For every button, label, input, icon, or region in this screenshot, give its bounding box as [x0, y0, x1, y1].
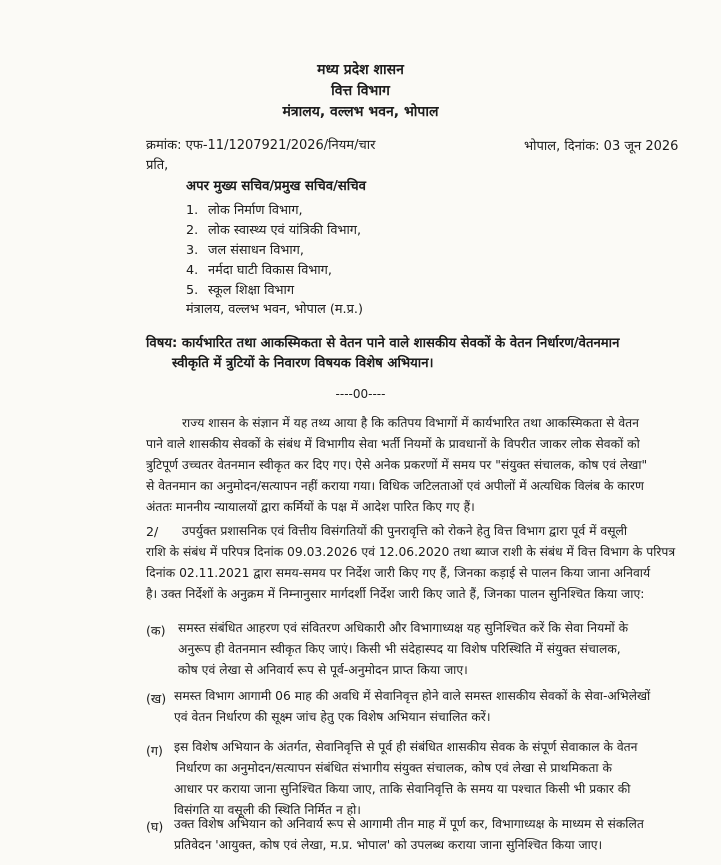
subject-line: स्वीकृति में त्रुटियों के निवारण विषयक विशेष अभियान।	[172, 356, 434, 371]
subject-line: विषय: कार्यभारित तथा आकस्मिकता से वेतन पाने वाले शासकीय सेवकों के वेतन निर्धारण/वेतनमान	[146, 336, 620, 351]
paragraph-line: राशि के संबंध में परिपत्र दिनांक 09.03.2026 एवं 12.06.2020 तथा ब्याज राशी के संबंध में वित्त विभाग के परिपत्र	[146, 545, 676, 559]
point-label: (ग)	[146, 743, 163, 758]
recipient-item	[186, 280, 294, 298]
paragraph-line: दिनांक 02.11.2021 द्वारा समय-समय पर निर्देश जारी किए गए हैं, जिनका कड़ाई से पालन किया जाना अनिवार्य	[146, 566, 651, 580]
recipient-item-num: 3.	[186, 243, 199, 258]
paragraph-line: त्रुटिपूर्ण उच्चतर वेतनमान स्वीकृत कर दिए गए। ऐसे अनेक प्रकरणों में समय पर "संयुक्त संचालक, कोष एवं लेखा"	[146, 458, 648, 472]
header-government: मध्य प्रदेश शासन	[317, 62, 404, 78]
recipient-item	[186, 200, 303, 218]
paragraph-line: कोष एवं लेखा से अनिवार्य रूप से पूर्व-अनुमोदन प्राप्त किया जाए।	[178, 663, 468, 677]
paragraph-2-label: 2/	[146, 524, 159, 539]
paragraph-2	[146, 521, 675, 605]
recipient-item-text: स्कूल शिक्षा विभाग	[208, 283, 295, 298]
header-department: वित्त विभाग	[331, 83, 390, 99]
recipient-item-num: 5.	[186, 283, 199, 298]
point-gha	[174, 814, 644, 856]
recipient-item-text: नर्मदा घाटी विकास विभाग,	[208, 263, 332, 278]
separator: ----00----	[335, 387, 386, 401]
paragraph-line: विसंगति या वसूली की स्थिति निर्मित न हो।	[174, 803, 361, 817]
recipient-item-text: जल संसाधन विभाग,	[208, 243, 304, 258]
recipient-item-text: लोक स्वास्थ्य एवं यांत्रिकी विभाग,	[208, 223, 362, 238]
recipient-title: अपर मुख्य सचिव/प्रमुख सचिव/सचिव	[186, 179, 366, 194]
paragraph-line: समस्त विभाग आगामी 06 माह की अवधि में सेवानिवृत्त होने वाले समस्त शासकीय सेवकों के सेवा-अभिलेखों	[174, 689, 651, 703]
point-label: (घ)	[146, 819, 164, 834]
reference-number: क्रमांक: एफ-11/1207921/2026/नियम/चार	[146, 138, 376, 153]
salutation-to: प्रति,	[146, 158, 169, 173]
point-ga	[174, 737, 638, 821]
paragraph-line: अंततः माननीय न्यायालयों द्वारा कर्मियों के पक्ष में आदेश पारित किए गए हैं।	[146, 500, 475, 514]
recipient-item-num: 1.	[186, 203, 199, 218]
recipient-item	[186, 240, 304, 258]
paragraph-line: उक्त विशेष अभियान को अनिवार्य रूप से आगामी तीन माह में पूर्ण कर, विभागाध्यक्ष के माध्यम से संकलित	[174, 817, 644, 831]
place-date: भोपाल, दिनांक: 03 जून 2026	[524, 139, 679, 154]
paragraph-line: उपर्युक्त प्रशासनिक एवं वित्तीय विसंगतियों की पुनरावृत्ति को रोकने हेतु वित्त विभाग द्वारा पूर्व में वसूली	[182, 524, 628, 538]
point-label: (ख)	[146, 691, 167, 706]
point-kha	[174, 686, 650, 728]
point-ka	[178, 618, 628, 681]
paragraph-line: निर्धारण का अनुमोदन/सत्यापन संबंधित संभागीय संयुक्त संचालक, कोष एवं लेखा से प्राथमिकता के	[176, 761, 612, 775]
paragraph-line: एवं वेतन निर्धारण की सूक्ष्म जांच हेतु एक विशेष अभियान संचालित करें।	[174, 710, 491, 724]
subject	[146, 334, 619, 374]
paragraph-line: इस विशेष अभियान के अंतर्गत, सेवानिवृत्ति से पूर्व ही संबंधित शासकीय सेवक के संपूर्ण सेवाकाल के वेतन	[174, 740, 638, 754]
paragraph-line: समस्त संबंधित आहरण एवं संवितरण अधिकारी और विभागाध्यक्ष यह सुनिश्चित करें कि सेवा नियमों के	[178, 621, 629, 635]
paragraph-1	[146, 413, 647, 518]
paragraph-line: राज्य शासन के संज्ञान में यह तथ्य आया है कि कतिपय विभागों में कार्यभारित तथा आकस्मिकता से वेतन	[182, 416, 640, 430]
paragraph-line: आधार पर कराया जाना सुनिश्चित किया जाए, ताकि सेवानिवृत्ति के समय या पश्चात किसी भी प्रकार की	[174, 782, 631, 796]
recipient-item-num: 2.	[186, 223, 199, 238]
paragraph-line: पाने वाले शासकीय सेवकों के संबंध में विभागीय सेवा भर्ती नियमों के प्रावधानों के विपरीत जाकर लोक सेवकों को	[146, 437, 640, 451]
recipient-address: मंत्रालय, वल्लभ भवन, भोपाल (म.प्र.)	[186, 302, 363, 317]
paragraph-line: से वेतनमान का अनुमोदन/सत्यापन नहीं कराया गया। विधिक जटिलताओं एवं अपीलों में अत्यधिक विलंब के कारण	[146, 479, 644, 493]
recipient-item-text: लोक निर्माण विभाग,	[208, 203, 303, 218]
paragraph-line: है। उक्त निर्देशों के अनुक्रम में निम्नानुसार मार्गदर्शी निर्देश जारी किए जाते हैं, जिनका पालन सुनिश्चित किया जाए:	[146, 587, 645, 601]
paragraph-line: प्रतिवेदन 'आयुक्त, कोष एवं लेखा, म.प्र. भोपाल' को उपलब्ध कराया जाना सुनिश्चित किया जाए।	[174, 838, 603, 852]
point-label: (क)	[146, 623, 166, 638]
header-address: मंत्रालय, वल्लभ भवन, भोपाल	[282, 104, 439, 120]
recipient-item	[186, 260, 332, 278]
recipient-item	[186, 220, 361, 238]
paragraph-line: अनुरूप ही वेतनमान स्वीकृत किए जाएं। किसी भी संदेहास्पद या विशेष परिस्थिति में संयुक्त संचालक,	[178, 642, 621, 656]
recipient-item-num: 4.	[186, 263, 199, 278]
